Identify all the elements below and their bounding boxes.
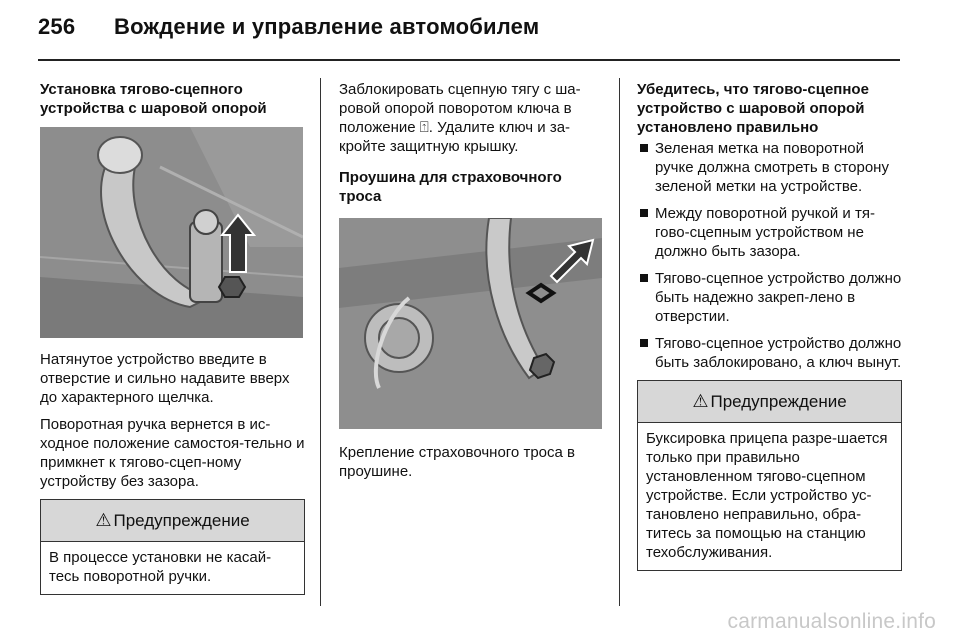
installation-step-text: Натянутое устройство введите в отверстие и сильно надавите вверх до характерного щелчка.	[40, 351, 290, 406]
list-item-text: Между поворотной ручкой и тя-гово-сцепным устройством не должно быть зазора.	[655, 205, 875, 260]
column-divider-2	[619, 78, 620, 606]
list-item	[637, 204, 902, 261]
warning-triangle-icon: ⚠	[692, 391, 709, 411]
warning-header-1	[41, 500, 304, 542]
list-item-text: Тягово-сцепное устройство должно быть надежно закреп-лено в отверстии.	[655, 270, 902, 325]
column-1	[40, 80, 305, 595]
knob-return-text: Поворотная ручка вернется в ис-ходное положение самостоя-тельно и примкнет к тягово-сцеп-ному устройству без зазора.	[40, 416, 305, 490]
page-title: Вождение и управление автомобилем	[114, 14, 540, 39]
list-item	[637, 334, 902, 372]
list-item-text: Зеленая метка на поворотной ручке должна смотреть в сторону зеленой метки на устройстве.	[655, 140, 889, 195]
header-rule	[38, 59, 900, 61]
section-heading-check: Убедитесь, что тягово-сцепное устройство с шаровой опорой установлено правильно	[637, 81, 869, 136]
list-item-text: Тягово-сцепное устройство должно быть заблокировано, а ключ вынут.	[655, 335, 902, 371]
section-heading-safety-eye: Проушина для страховочного троса	[339, 169, 562, 205]
page-number: 256	[38, 14, 76, 39]
bullet-square-icon	[640, 274, 648, 282]
page-header	[38, 14, 539, 40]
warning-triangle-icon: ⚠	[95, 510, 112, 530]
list-item	[637, 139, 902, 196]
column-3	[637, 80, 902, 571]
lock-instruction-text: Заблокировать сцепную тягу с ша-ровой опорой поворотом ключа в положение ⍐. Удалите ключ и за-кройте защитную крышку.	[339, 81, 581, 155]
warning-title-2: Предупреждение	[710, 392, 847, 411]
warning-text-1: В процессе установки не касай-тесь поворотной ручки.	[49, 549, 272, 585]
warning-box-1	[40, 499, 305, 595]
warning-box-2	[637, 380, 902, 571]
bullet-square-icon	[640, 144, 648, 152]
column-2	[339, 80, 605, 489]
watermark: carmanualsonline.info	[727, 610, 936, 633]
safety-cable-eye-illustration	[339, 218, 602, 429]
list-item	[637, 269, 902, 326]
bullet-square-icon	[640, 209, 648, 217]
warning-header-2	[638, 381, 901, 423]
warning-title-1: Предупреждение	[113, 511, 250, 530]
section-heading-installation: Установка тягово-сцепного устройства с шаровой опорой	[40, 81, 267, 117]
column-divider-1	[320, 78, 321, 606]
check-list	[637, 139, 902, 372]
safety-cable-caption: Крепление страховочного троса в проушине.	[339, 444, 575, 480]
bullet-square-icon	[640, 339, 648, 347]
tow-bar-installation-illustration	[40, 127, 303, 338]
warning-text-2: Буксировка прицепа разре-шается только при правильно установленном тягово-сцепном устройстве. Если устройство ус-тановлено неправильно, обра-титесь за помощью на станцию техобслуживания.	[646, 430, 888, 561]
